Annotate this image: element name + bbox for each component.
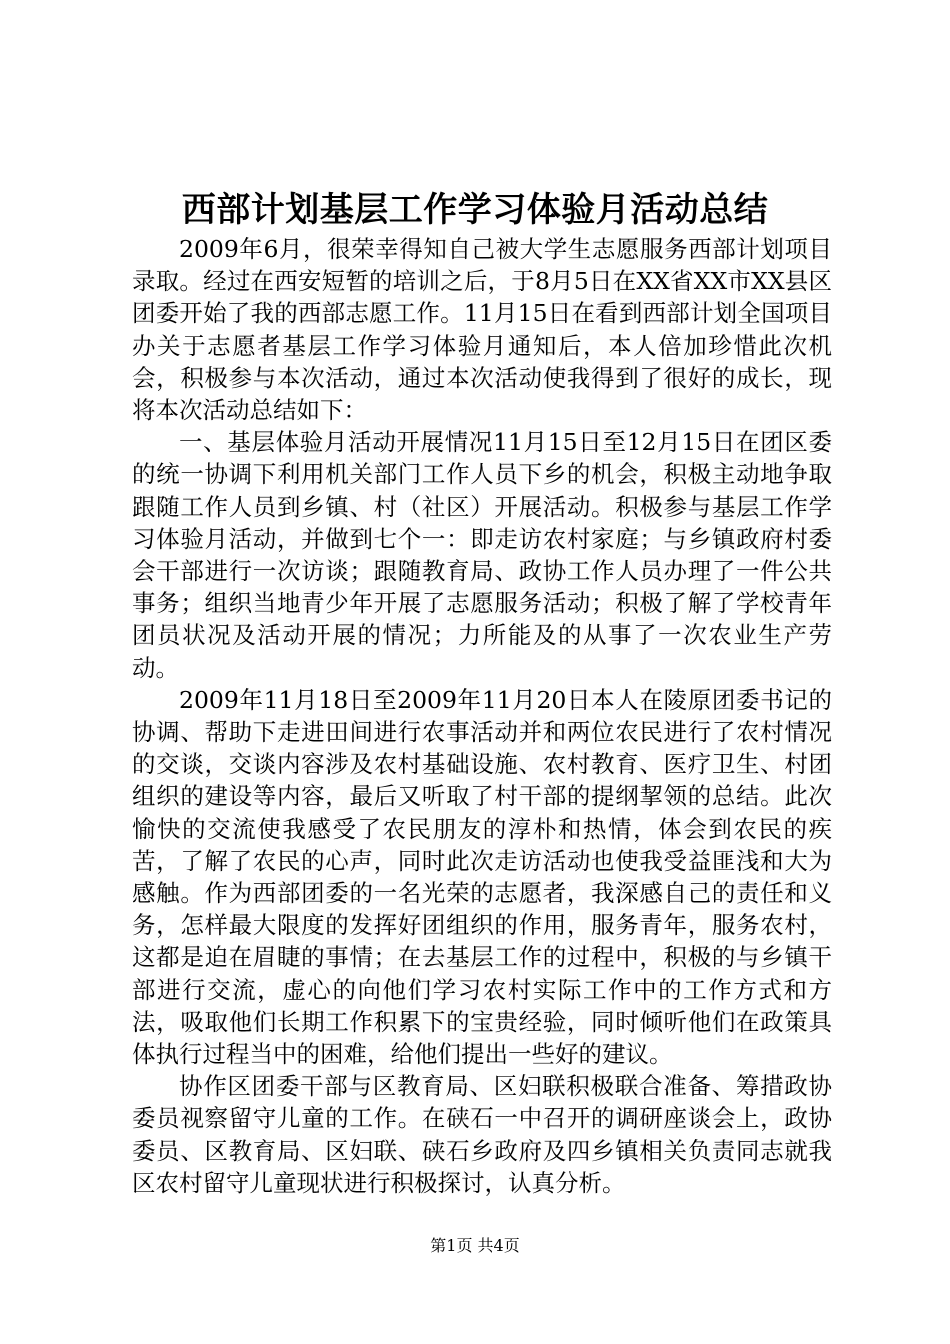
paragraph-field-visit: 2009年11月18日至2009年11月20日本人在陵原团委书记的协调、帮助下走进田间进行农事活动并和两位农民进行了农村情况的交谈，交谈内容涉及农村基础设施、农村教育、医疗卫生、村团组织的建设等内容，最后又听取了村干部的提纲挈领的总结。此次愉快的交流使我感受了农民朋友的淳朴和热情，体会到农民的疾苦，了解了农民的心声，同时此次走访活动也使我受益匪浅和大为感触。作为西部团委的一名光荣的志愿者，我深感自己的责任和义务，怎样最大限度的发挥好团组织的作用，服务青年，服务农村，这都是迫在眉睫的事情；在去基层工作的过程中，积极的与乡镇干部进行交流，虚心的向他们学习农村实际工作中的工作方式和方法，吸取他们长期工作积累下的宝贵经验，同时倾听他们在政策具体执行过程当中的困难，给他们提出一些好的建议。 [132,685,832,1069]
paragraph-intro: 2009年6月，很荣幸得知自己被大学生志愿服务西部计划项目录取。经过在西安短暂的培训之后，于8月5日在XX省XX市XX县区团委开始了我的西部志愿工作。11月15日在看到西部计划全国项目办关于志愿者基层工作学习体验月通知后，本人倍加珍惜此次机会，积极参与本次活动，通过本次活动使我得到了很好的成长，现将本次活动总结如下： [132,235,832,425]
document-title: 西部计划基层工作学习体验月活动总结 [181,190,769,230]
page-number-footer: 第1页 共4页 [430,1236,520,1255]
paragraph-left-behind-children: 协作区团委干部与区教育局、区妇联积极联合准备、筹措政协委员视察留守儿童的工作。在硖石一中召开的调研座谈会上，政协委员、区教育局、区妇联、硖石乡政府及四乡镇相关负责同志就我区农村留守儿童现状进行积极探讨，认真分析。 [132,1072,832,1197]
document-body [132,233,832,1199]
paragraph-activity-overview: 一、基层体验月活动开展情况11月15日至12月15日在团区委的统一协调下利用机关部门工作人员下乡的机会，积极主动地争取跟随工作人员到乡镇、村（社区）开展活动。积极参与基层工作学习体验月活动，并做到七个一：即走访农村家庭；与乡镇政府村委会干部进行一次访谈；跟随教育局、政协工作人员办理了一件公共事务；组织当地青少年开展了志愿服务活动；积极了解了学校青年团员状况及活动开展的情况；力所能及的从事了一次农业生产劳动。 [132,428,832,682]
